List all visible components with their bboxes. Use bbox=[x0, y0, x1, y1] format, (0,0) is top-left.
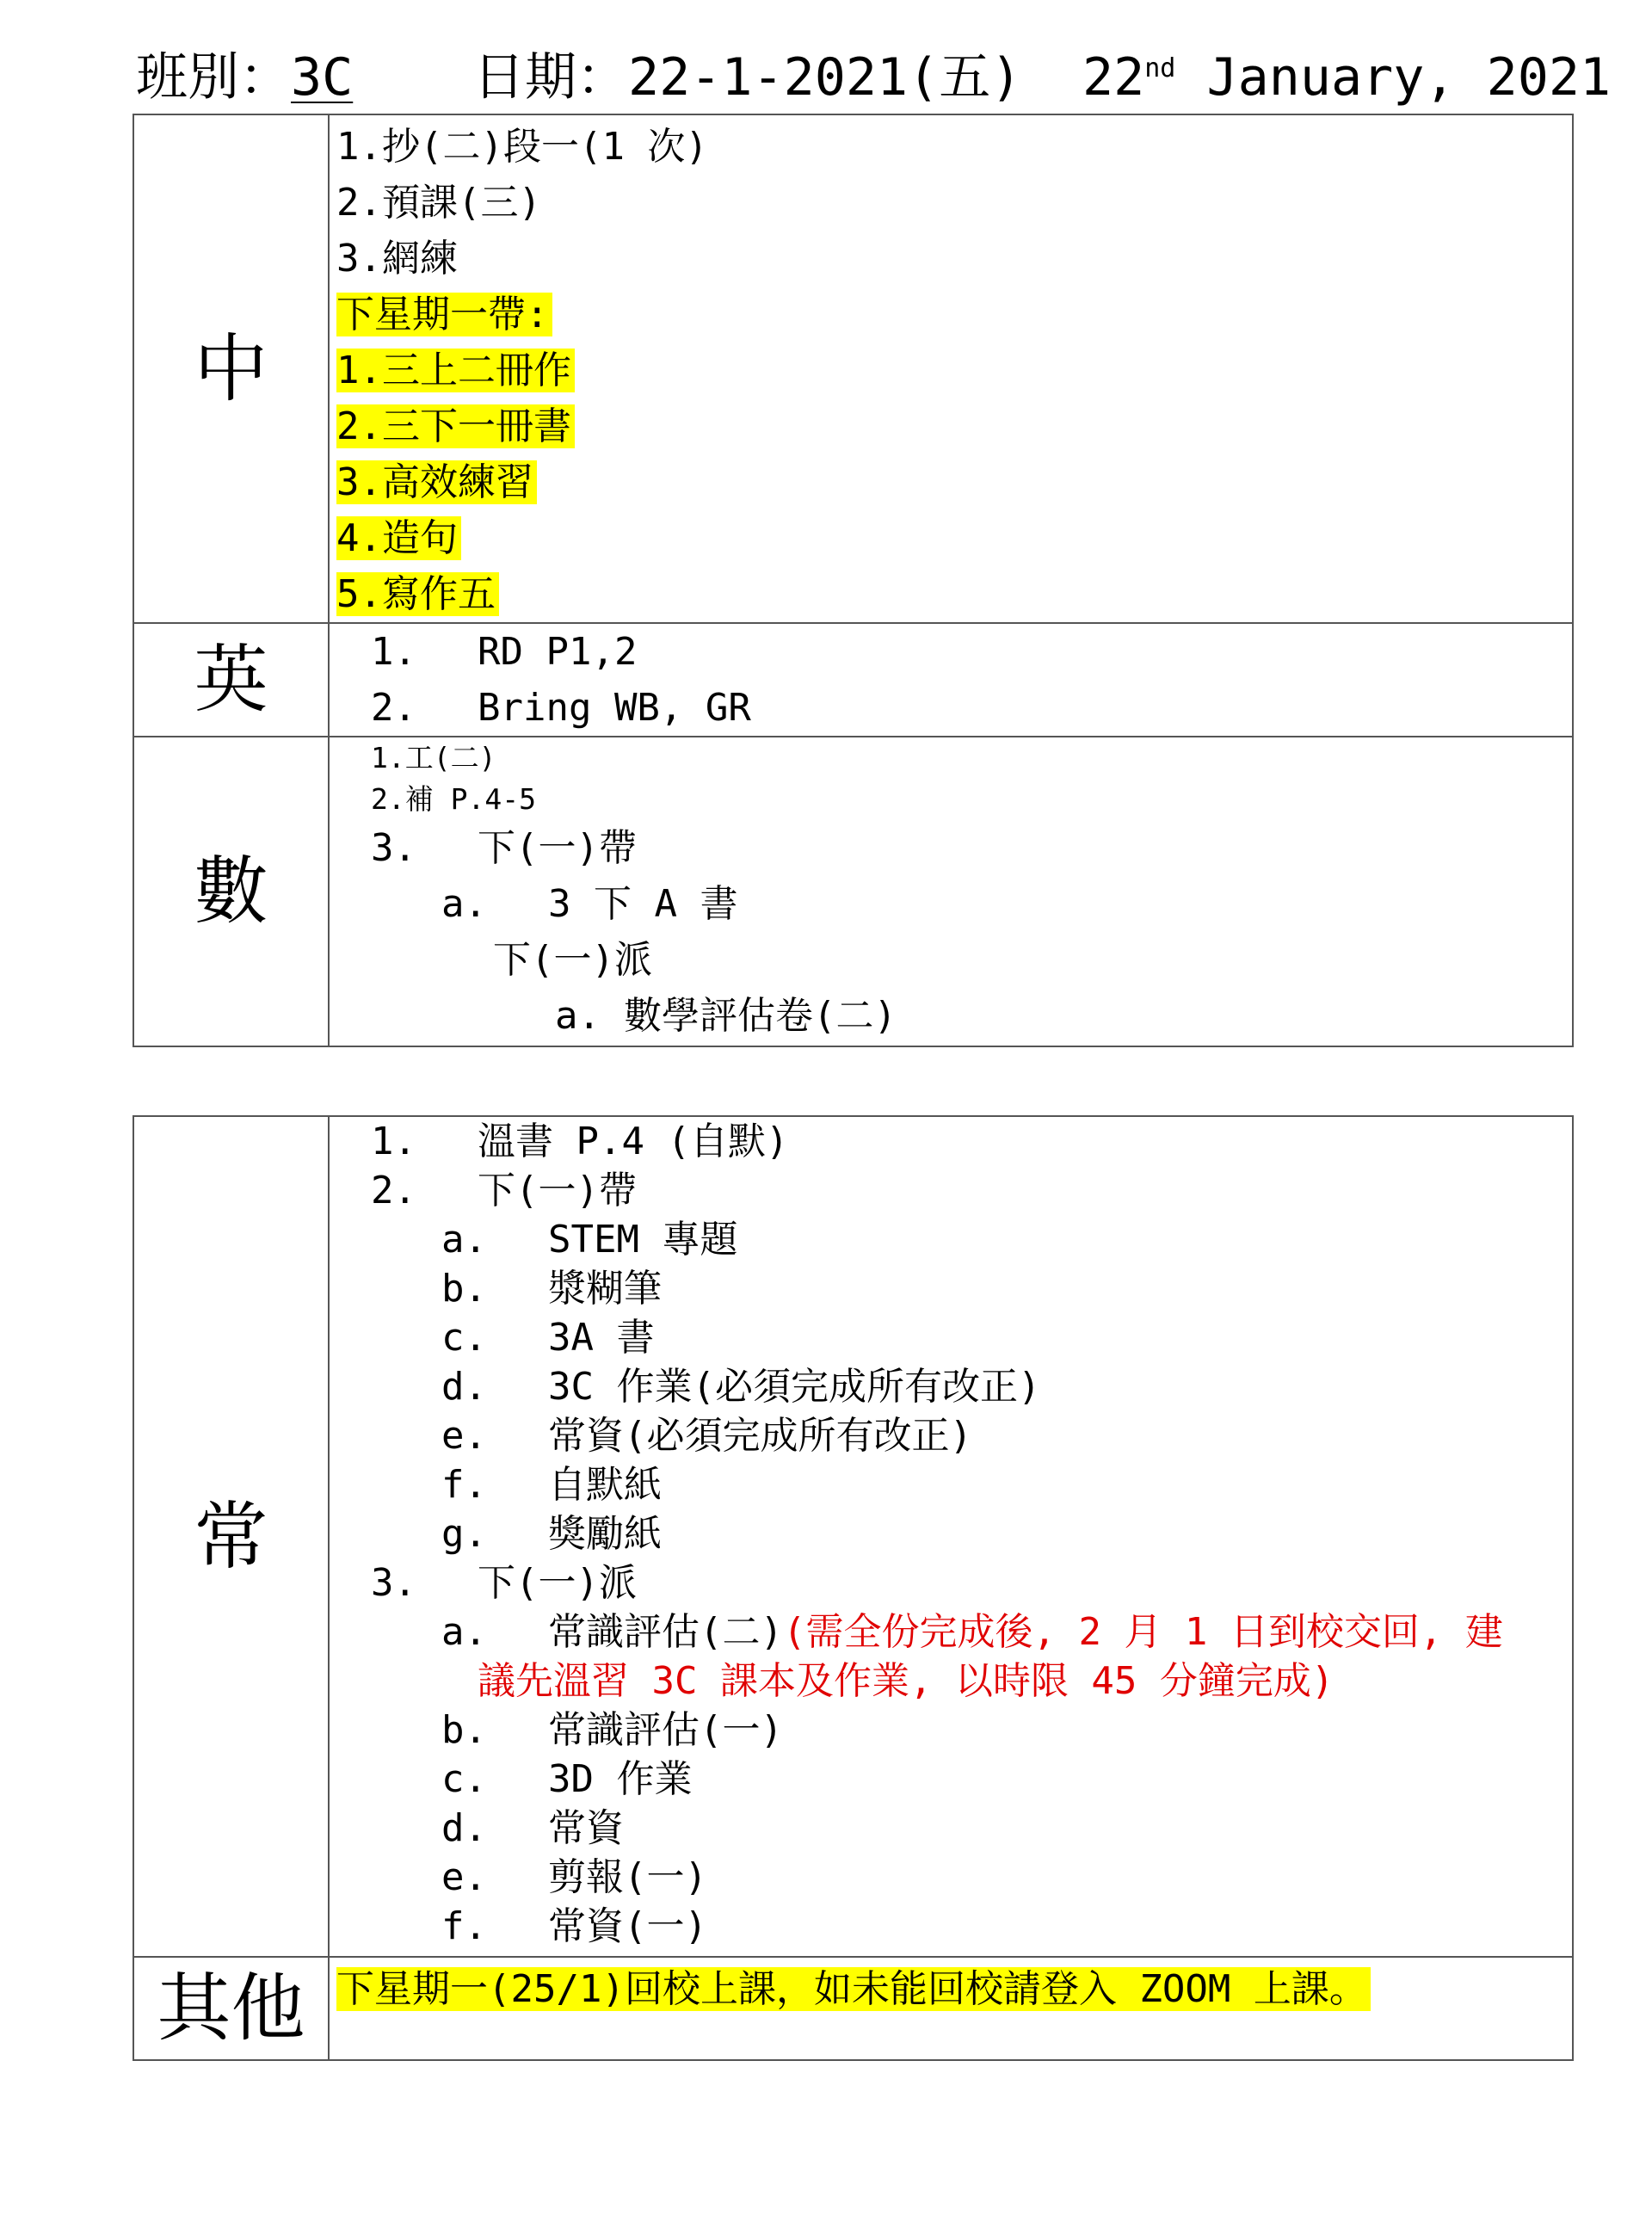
general-item bbox=[330, 1117, 1572, 1166]
date-label: 日期： bbox=[473, 47, 628, 108]
class-value: 3C bbox=[291, 47, 354, 108]
math-distribute-letter: a. bbox=[555, 994, 601, 1038]
subject-math: 數 bbox=[133, 737, 329, 1046]
general-distribute-text: 常識評估(二) bbox=[548, 1610, 783, 1654]
general-distribute-note-cont: 議先溫習 3C 課本及作業, 以時限 45 分鐘完成) bbox=[478, 1659, 1335, 1703]
general-item-text: 溫書 P.4 (自默) bbox=[478, 1120, 789, 1163]
subject-english: 英 bbox=[133, 623, 329, 737]
homework-table-top bbox=[133, 114, 1574, 1047]
english-item bbox=[330, 624, 1572, 680]
english-item-text: RD P1,2 bbox=[478, 630, 638, 674]
general-distribute-item: a. 常識評估(二)(需全份完成後, 2 月 1 日到校交回, 建 bbox=[441, 1610, 1503, 1654]
general-bring-item: d. 3C 作業(必須完成所有改正) bbox=[441, 1365, 1041, 1409]
chinese-bring-item: 2.三下一冊書 bbox=[336, 404, 575, 448]
general-item bbox=[330, 1166, 1572, 1215]
chinese-item: 2.預課(三) bbox=[336, 181, 541, 225]
english-date-rest: January, 2021 bbox=[1175, 47, 1612, 108]
english-item-text: Bring WB, GR bbox=[478, 686, 751, 730]
other-content bbox=[329, 1957, 1573, 2060]
general-item-text: 下(一)派 bbox=[478, 1561, 637, 1605]
class-label: 班別： bbox=[136, 47, 291, 108]
chinese-content bbox=[329, 114, 1573, 623]
chinese-bring-item: 4.造句 bbox=[336, 516, 461, 560]
other-row bbox=[133, 1957, 1573, 2060]
chinese-bring-item: 5.寫作五 bbox=[336, 572, 499, 616]
general-content bbox=[329, 1116, 1573, 1957]
math-content bbox=[329, 737, 1573, 1046]
math-row bbox=[133, 737, 1573, 1046]
general-item-number: 1. bbox=[371, 1120, 416, 1163]
math-subitem bbox=[330, 876, 1572, 932]
general-distribute-item: f. 常資(一) bbox=[441, 1904, 707, 1948]
general-bring-item: g. 獎勵紙 bbox=[441, 1512, 662, 1556]
other-note: 下星期一(25/1)回校上課，如未能回校請登入 ZOOM 上課。 bbox=[336, 1967, 1371, 2011]
chinese-item: 3.網練 bbox=[336, 237, 458, 281]
math-item bbox=[330, 820, 1572, 876]
general-bring-list bbox=[330, 1215, 1572, 1558]
chinese-bring-item: 1.三上二冊作 bbox=[336, 349, 575, 392]
general-row bbox=[133, 1116, 1573, 1957]
english-item bbox=[330, 680, 1572, 736]
general-bring-item: f. 自默紙 bbox=[441, 1463, 662, 1507]
english-item-number: 1. bbox=[371, 630, 416, 674]
date-value: 22-1-2021(五) bbox=[628, 47, 1022, 108]
english-row bbox=[133, 623, 1573, 737]
subject-chinese: 中 bbox=[133, 114, 329, 623]
english-date bbox=[1082, 36, 1611, 119]
general-bring-item: e. 常資(必須完成所有改正) bbox=[441, 1414, 972, 1458]
subject-general-studies: 常 bbox=[133, 1116, 329, 1957]
general-bring-item: b. 漿糊筆 bbox=[441, 1267, 662, 1311]
english-date-suffix: nd bbox=[1144, 53, 1176, 83]
math-item-number: 3. bbox=[371, 826, 416, 870]
english-date-day: 22 bbox=[1082, 47, 1145, 108]
general-distribute-item: c. 3D 作業 bbox=[441, 1757, 693, 1801]
general-item-number: 2. bbox=[371, 1169, 416, 1212]
page-header bbox=[136, 36, 1612, 119]
general-item-text: 下(一)帶 bbox=[478, 1169, 637, 1212]
chinese-row bbox=[133, 114, 1573, 623]
math-item-text: 下(一)帶 bbox=[478, 826, 637, 870]
chinese-item: 1.抄(二)段一(1 次) bbox=[336, 125, 708, 169]
general-bring-item: a. STEM 專題 bbox=[441, 1218, 738, 1262]
general-item-number: 3. bbox=[371, 1561, 416, 1605]
class-field bbox=[136, 36, 353, 119]
math-distribute-title: 下(一)派 bbox=[493, 938, 652, 982]
math-distribute-text: 數學評估卷(二) bbox=[624, 994, 897, 1038]
math-item: 2.補 P.4-5 bbox=[371, 782, 536, 816]
english-content bbox=[329, 623, 1573, 737]
chinese-bring-title: 下星期一帶: bbox=[336, 293, 552, 336]
homework-table-bottom bbox=[133, 1115, 1574, 2061]
math-distribute-item bbox=[330, 988, 1572, 1044]
other-note-line bbox=[336, 1961, 1572, 2017]
math-subitem-text: 3 下 A 書 bbox=[548, 882, 738, 926]
math-item: 1.工(二) bbox=[371, 741, 496, 774]
english-item-number: 2. bbox=[371, 686, 416, 730]
general-distribute-item: d. 常資 bbox=[441, 1806, 624, 1850]
general-distribute-item: b. 常識評估(一) bbox=[441, 1708, 783, 1752]
date-field bbox=[473, 36, 1021, 119]
general-bring-item: c. 3A 書 bbox=[441, 1316, 655, 1360]
general-item bbox=[330, 1558, 1572, 1607]
general-distribute-item: e. 剪報(一) bbox=[441, 1855, 707, 1899]
general-distribute-note: (需全份完成後, 2 月 1 日到校交回, 建 bbox=[782, 1610, 1503, 1654]
subject-other: 其他 bbox=[133, 1957, 329, 2060]
math-subitem-letter: a. bbox=[441, 882, 487, 926]
chinese-bring-item: 3.高效練習 bbox=[336, 460, 537, 504]
